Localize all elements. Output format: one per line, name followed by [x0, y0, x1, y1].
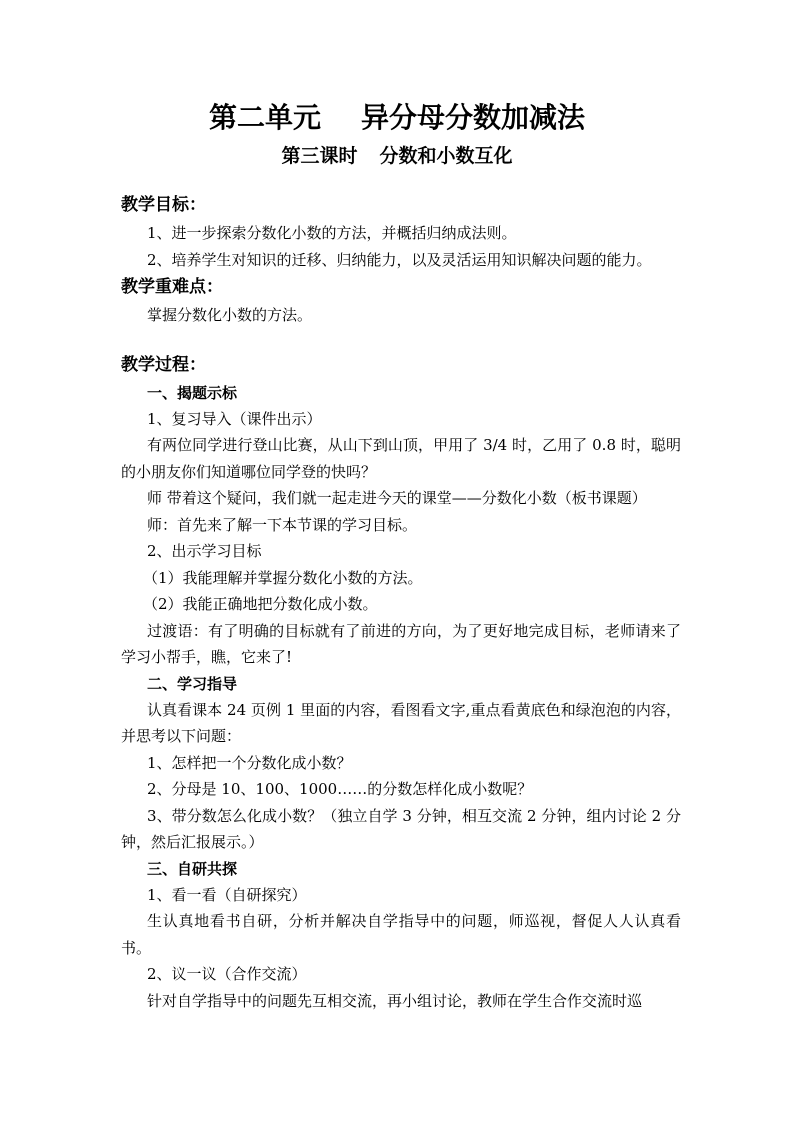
- objective-item-2: 2、培养学生对知识的迁移、归纳能力，以及灵活运用知识解决问题的能力。: [147, 250, 652, 269]
- title-unit: 第二单元: [208, 101, 321, 134]
- part2-intro: 认真看课本 24 页例 1 里面的内容，看图看文字,重点看黄底色和绿泡泡的内容，并思考以下问题：: [121, 700, 681, 745]
- subtitle-lesson: 第三课时: [281, 145, 358, 167]
- keypoints-heading: 教学重难点：: [121, 277, 223, 297]
- part3-look: 1、看一看（自研探究）: [147, 885, 307, 904]
- part3-discuss: 2、议一议（合作交流）: [147, 965, 307, 983]
- part1-goals-heading: 2、出示学习目标: [147, 542, 262, 560]
- document-title: [0, 98, 794, 138]
- objective-item-1: 1、进一步探索分数化小数的方法，并概括归纳成法则。: [147, 224, 517, 242]
- keypoints-text: 掌握分数化小数的方法。: [147, 306, 313, 324]
- section-spacer: [121, 329, 681, 351]
- part2-question-2: 2、分母是 10、100、1000……的分数怎样化成小数呢？: [147, 780, 533, 798]
- part1-transition: 过渡语：有了明确的目标就有了前进的方向，为了更好地完成目标，老师请来了学习小帮手，瞧，它来了!: [121, 621, 681, 666]
- document-subtitle: [0, 143, 794, 169]
- title-topic: 异分母分数加减法: [361, 101, 586, 134]
- part3-discuss-text: 针对自学指导中的问题先互相交流，再小组讨论，教师在学生合作交流时巡: [147, 991, 643, 1010]
- part2-question-3: 3、带分数怎么化成小数？（独立自学 3 分钟，相互交流 2 分钟，组内讨论 2 分钟，然后汇报展示。）: [121, 806, 681, 851]
- part3-heading: 三、自研共探: [147, 859, 238, 878]
- part1-story: 有两位同学进行登山比赛，从山下到山顶，甲用了 3/4 时，乙用了 0.8 时，聪明的小朋友你们知道哪位同学登的快吗？: [121, 436, 681, 481]
- part1-review: 1、复习导入（课件出示）: [147, 409, 322, 428]
- part1-teacher-1: 师 带着这个疑问，我们就一起走进今天的课堂——分数化小数（板书课题）: [147, 489, 647, 507]
- part2-heading: 二、学习指导: [147, 674, 238, 693]
- part3-look-text: 生认真地看书自研，分析并解决自学指导中的问题，师巡视，督促人人认真看书。: [121, 912, 681, 957]
- part1-goal-1: （1）我能理解并掌握分数化小数的方法。: [143, 568, 423, 587]
- part1-heading: 一、揭题示标: [147, 383, 238, 402]
- process-heading: 教学过程：: [121, 354, 206, 375]
- part2-question-1: 1、怎样把一个分数化成小数？: [147, 753, 352, 772]
- part1-teacher-2: 师：首先来了解一下本节课的学习目标。: [147, 515, 418, 534]
- subtitle-topic: 分数和小数互化: [379, 145, 513, 167]
- part1-goal-2: （2）我能正确地把分数化成小数。: [143, 595, 378, 613]
- document-body: [121, 191, 681, 1014]
- objectives-heading: 教学目标：: [121, 195, 206, 215]
